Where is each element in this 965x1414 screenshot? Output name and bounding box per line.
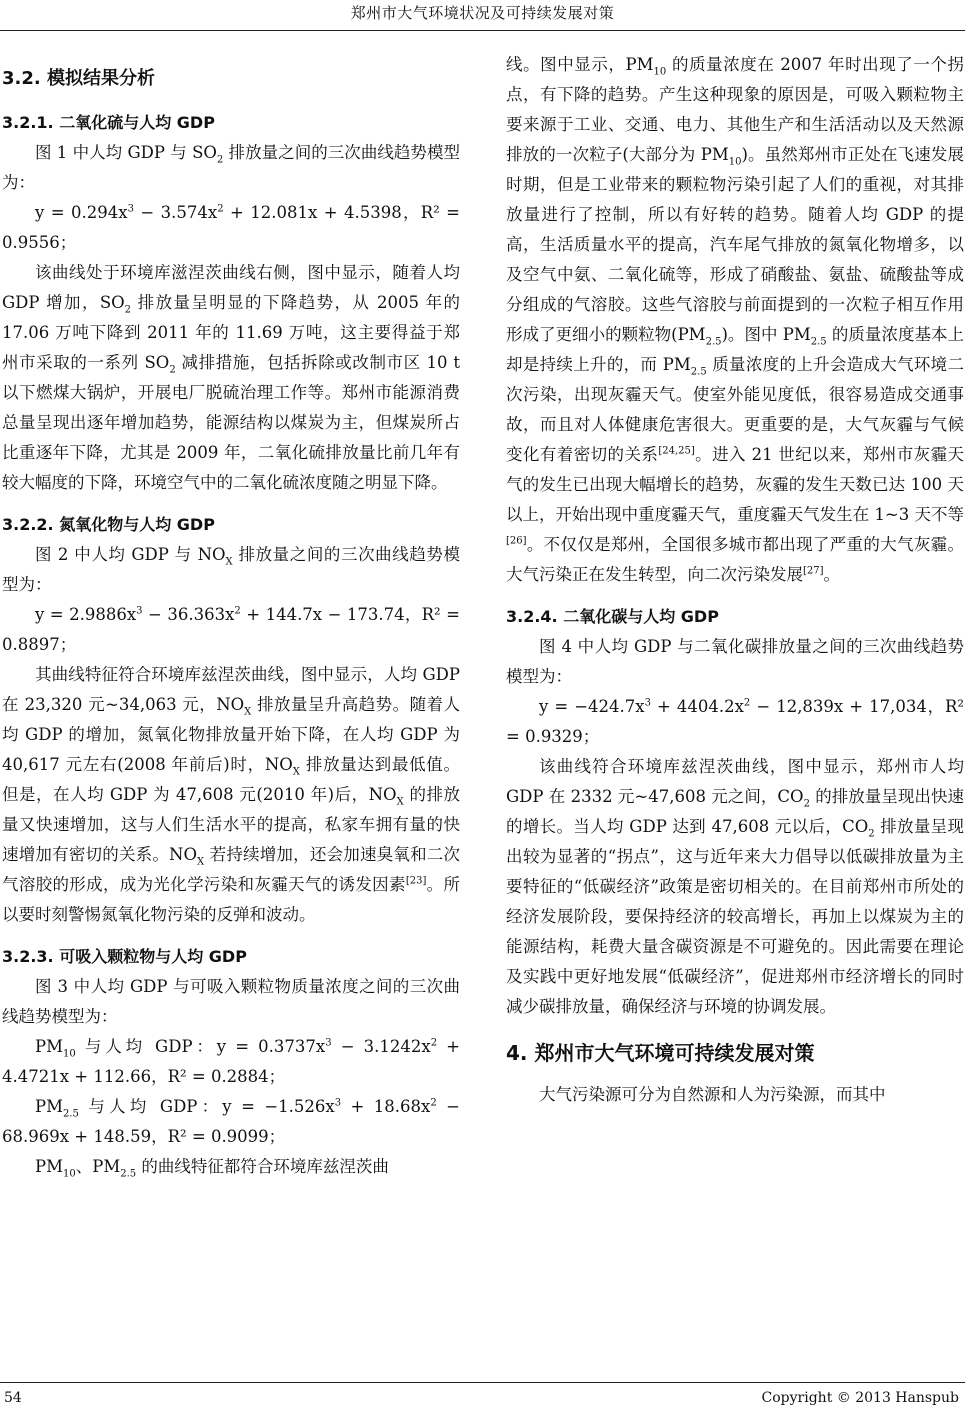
heading-3-2-1: 3.2.1. 二氧化硫与人均 GDP: [2, 113, 215, 132]
header-rule: [0, 30, 965, 31]
equation-so2: $y = 0.294x^3 - 3.574x^2 + 12.081x + 4.5398$，R² = 0.9556；: [2, 203, 460, 252]
equation-nox: $y = 2.9886x^3 - 36.363x^2 + 144.7x - 173.74$，R² = 0.8897；: [2, 605, 460, 654]
equation-co2: $y = -424.7x^3 + 4404.2x^2 - 12,839x + 17,034$，R² = 0.9329；: [506, 697, 964, 746]
copyright-notice: Copyright © 2013 Hanspub: [761, 1390, 959, 1406]
equation-pm10: $PM_{10}$ 与人均 GDP：$y = 0.3737x^3 - 3.1242x^2 + 4.4721x + 112.66$，R² = 0.2884；: [2, 1037, 460, 1086]
right-column: [506, 50, 964, 1110]
paragraph-nox-intro: 图 2 中人均 GDP 与 $NO_X$ 排放量之间的三次曲线趋势模型为：: [2, 545, 461, 594]
paragraph-co2-intro: 图 4 中人均 GDP 与二氧化碳排放量之间的三次曲线趋势模型为：: [506, 637, 964, 686]
paragraph-pm-analysis-start: $PM_{10}$、$PM_{2.5}$ 的曲线特征都符合环境库兹涅茨曲: [35, 1157, 389, 1180]
paragraph-section-4-start: 大气污染源可分为自然源和人为污染源，而其中: [539, 1085, 886, 1104]
page-number: 54: [4, 1390, 22, 1406]
paragraph-pm-analysis-cont: 线。图中显示，$PM_{10}$ 的质量浓度在 2007 年时出现了一个拐点，有下降的趋势。产生这种现象的原因是，可吸入颗粒物主要来源于工业、交通、电力、其他生产和生活活动以及天然源排放的一次粒子(大部分为 $PM_{10}$)。虽然郑州市正处在飞速发展时期，但是工业带来的颗粒物污染引起了人们的重视，对其排放量进行了控制，所以有好转的趋势。随着人均 GDP 的提高，生活质量水平的提高，汽车尾气排放的氮氧化物增多，以及空气中氨、二氧化硫等，形成了硝酸盐、氨盐、硫酸盐等成分组成的气溶胶。这些气溶胶与前面提到的一次粒子相互作用形成了更细小的颗粒物$(PM_{2.5})$。图中 $PM_{2.5}$ 的质量浓度基本上却是持续上升的，而 $PM_{2.5}$ 质量浓度的上升会造成大气环境二次污染，出现灰霾天气。使室外能见度低，很容易造成交通事故，而且对人体健康危害很大。更重要的是，大气灰霾与气候变化有着密切的关系[24,25]。进入 21 世纪以来，郑州市灰霾天气的发生已出现大幅增长的趋势，灰霾的发生天数已达 100 天以上，开始出现中重度霾天气，重度霾天气发生在 1~3 天不等[26]。不仅仅是郑州，全国很多城市都出现了严重的大气灰霾。大气污染正在发生转型，向二次污染发展[27]。: [506, 55, 964, 584]
footer-rule: [0, 1382, 965, 1383]
heading-4: 4. 郑州市大气环境可持续发展对策: [506, 1041, 815, 1065]
paragraph-co2-analysis: 该曲线符合环境库兹涅茨曲线，图中显示，郑州市人均 GDP 在 2332 元~47,608 元之间，$CO_2$ 的排放量呈现出快速的增长。当人均 GDP 达到 47,608 元以后，$CO_2$ 排放量呈现出较为显著的“拐点”，这与近年来大力倡导以低碳排放量为主要特征的“低碳经济”政策是密切相关的。在目前郑州市所处的经济发展阶段，要保持经济的较高增长，再加上以煤炭为主的能源结构，耗费大量含碳资源是不可避免的。因此需要在理论及实践中更好地发展“低碳经济”，促进郑州市经济增长的同时减少碳排放量，确保经济与环境的协调发展。: [506, 757, 965, 1016]
running-header: 郑州市大气环境状况及可持续发展对策: [350, 4, 615, 22]
paragraph-so2-intro: 图 1 中人均 GDP 与 $SO_2$ 排放量之间的三次曲线趋势模型为：: [2, 143, 460, 192]
heading-3-2-4: 3.2.4. 二氧化碳与人均 GDP: [506, 607, 719, 626]
heading-3-2: 3.2. 模拟结果分析: [2, 68, 155, 89]
paragraph-pm-intro: 图 3 中人均 GDP 与可吸入颗粒物质量浓度之间的三次曲线趋势模型为：: [2, 977, 460, 1026]
heading-3-2-3: 3.2.3. 可吸入颗粒物与人均 GDP: [2, 947, 247, 966]
left-column: [2, 50, 460, 1182]
paragraph-so2-analysis: 该曲线处于环境库滋涅茨曲线右侧，图中显示，随着人均 GDP 增加，$SO_2$ 排放量呈明显的下降趋势，从 2005 年的 17.06 万吨下降到 2011 年的 11.69 万吨，这主要得益于郑州市采取的一系列 $SO_2$ 减排措施，包括拆除或改制市区 10 t 以下燃煤大锅炉，开展电厂脱硫治理工作等。郑州市能源消费总量呈现出逐年增加趋势，能源结构以煤炭为主，但煤炭所占比重逐年下降，尤其是 2009 年，二氧化硫排放量比前几年有较大幅度的下降，环境空气中的二氧化硫浓度随之明显下降。: [2, 263, 460, 492]
heading-3-2-2: 3.2.2. 氮氧化物与人均 GDP: [2, 515, 215, 534]
paragraph-nox-analysis: 其曲线特征符合环境库兹涅茨曲线，图中显示，人均 GDP 在 23,320 元~34,063 元，$NO_X$ 排放量呈升高趋势。随着人均 GDP 的增加，氮氧化物排放量开始下降，在人均 GDP 为 40,617 元左右(2008 年前后)时，$NO_X$ 排放量达到最低值。但是，在人均 GDP 为 47,608 元(2010 年)后，$NO_X$ 的排放量又快速增加，这与人们生活水平的提高，私家车拥有量的快速增加有密切的关系。$NO_X$ 若持续增加，还会加速臭氧和二次气溶胶的形成，成为光化学污染和灰霾天气的诱发因素[23]。所以要时刻警惕氮氧化物污染的反弹和波动。: [2, 665, 461, 924]
equation-pm25: $PM_{2.5}$ 与人均 GDP：$y = -1.526x^3 + 18.68x^2 - 68.969x + 148.59$，R² = 0.9099；: [2, 1097, 461, 1146]
